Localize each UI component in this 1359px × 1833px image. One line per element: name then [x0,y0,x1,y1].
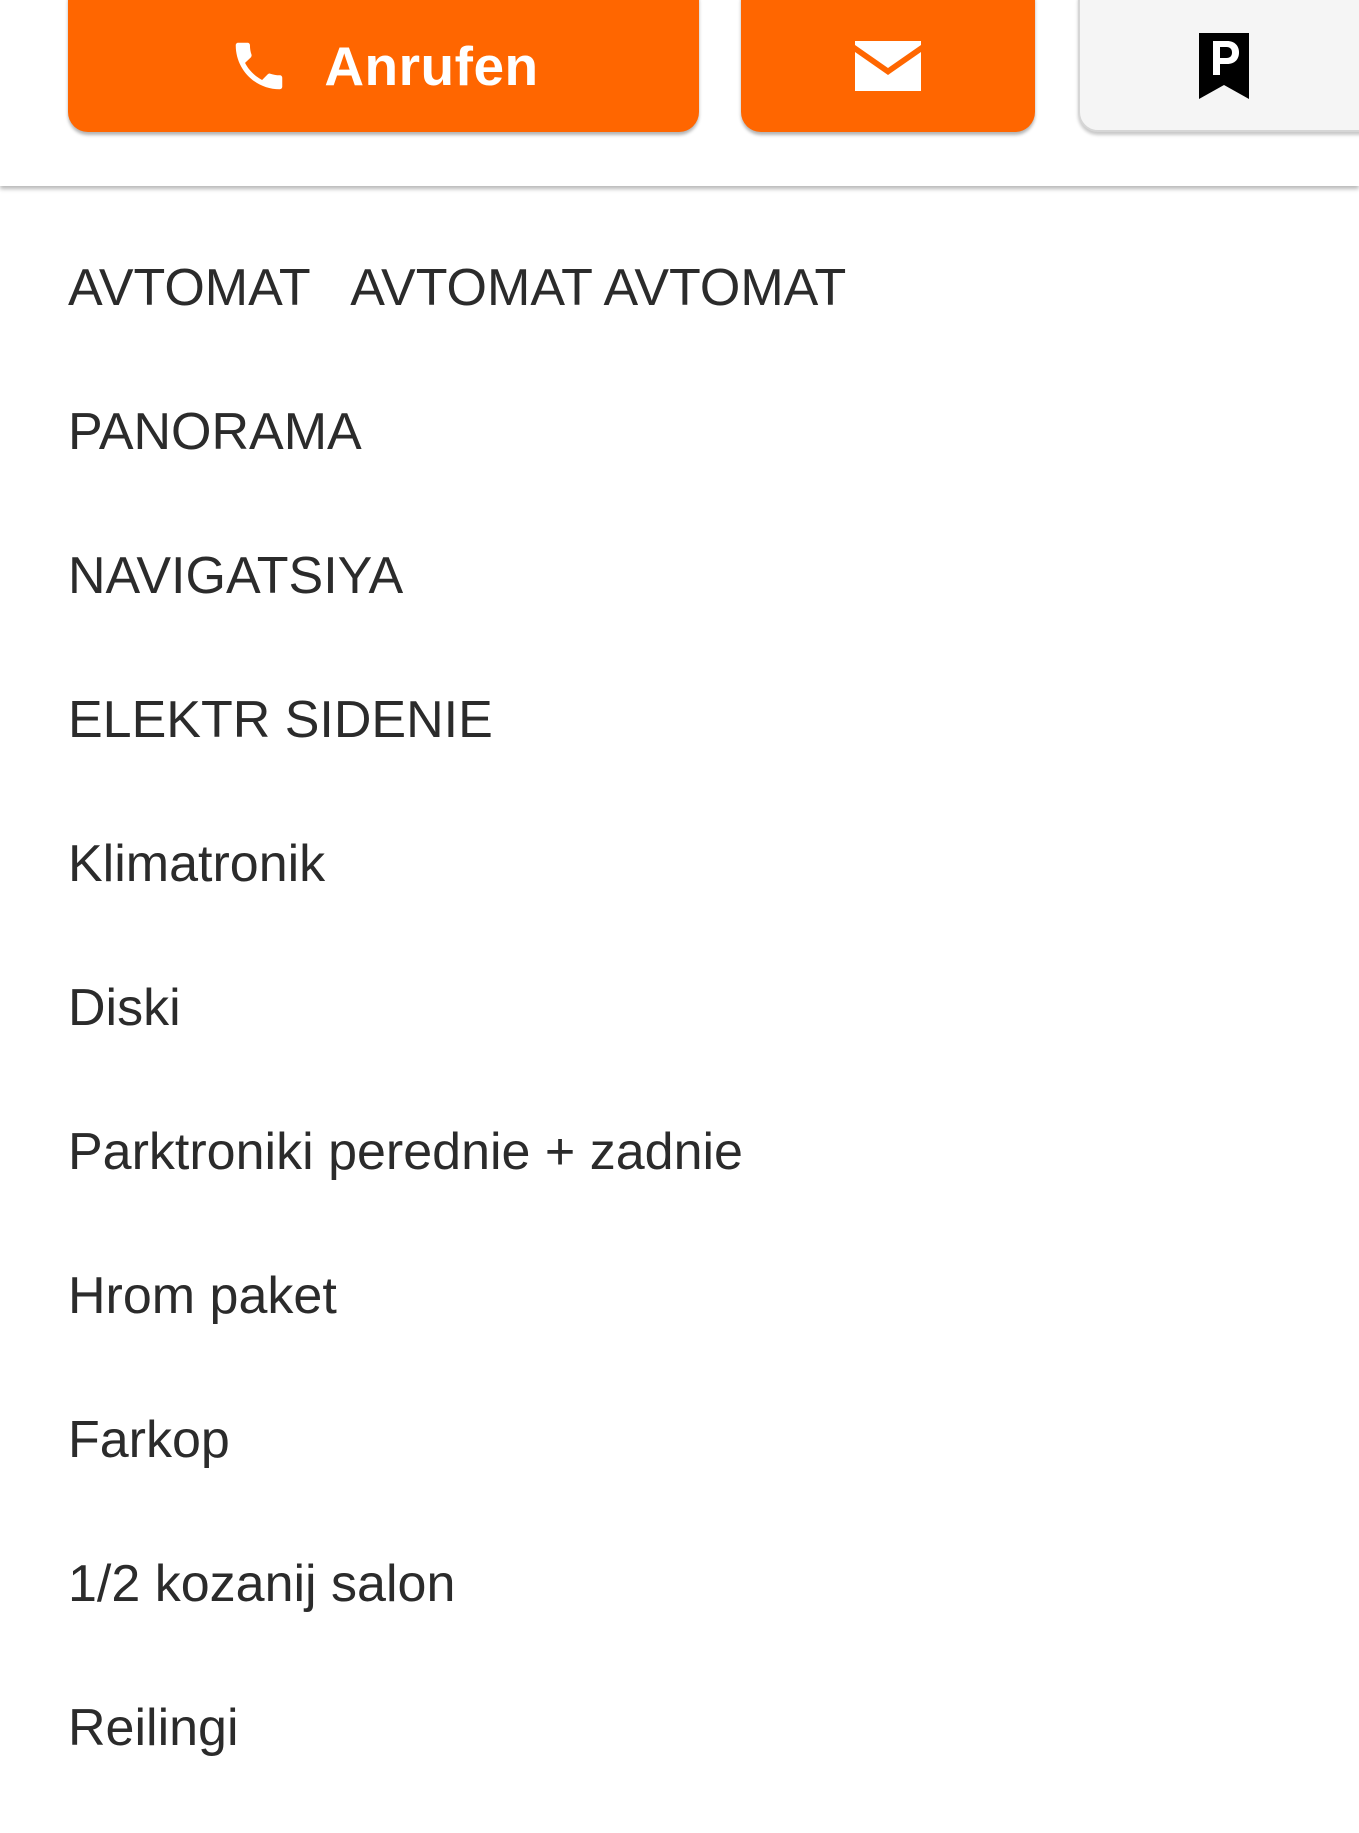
parking-bookmark-icon [1199,33,1249,99]
action-bar [0,0,1359,186]
feature-item: PANORAMA [68,403,362,461]
call-button[interactable] [68,0,699,132]
phone-icon [228,35,290,97]
call-button-label: Anrufen [324,35,539,97]
feature-item: AVTOMAT AVTOMAT AVTOMAT [68,259,847,317]
feature-item: Hrom paket [68,1267,337,1325]
feature-item: Farkop [68,1411,230,1469]
feature-item: Klimatronik [68,835,326,893]
email-button[interactable] [741,0,1035,132]
feature-item: Diski [68,979,181,1037]
park-button[interactable] [1078,0,1359,132]
feature-item: NAVIGATSIYA [68,547,404,605]
feature-item: ELEKTR SIDENIE [68,691,493,749]
feature-item: Reilingi [68,1699,239,1757]
feature-item: Parktroniki perednie + zadnie [68,1123,743,1181]
envelope-icon [855,41,921,91]
feature-item: 1/2 kozanij salon [68,1555,456,1613]
